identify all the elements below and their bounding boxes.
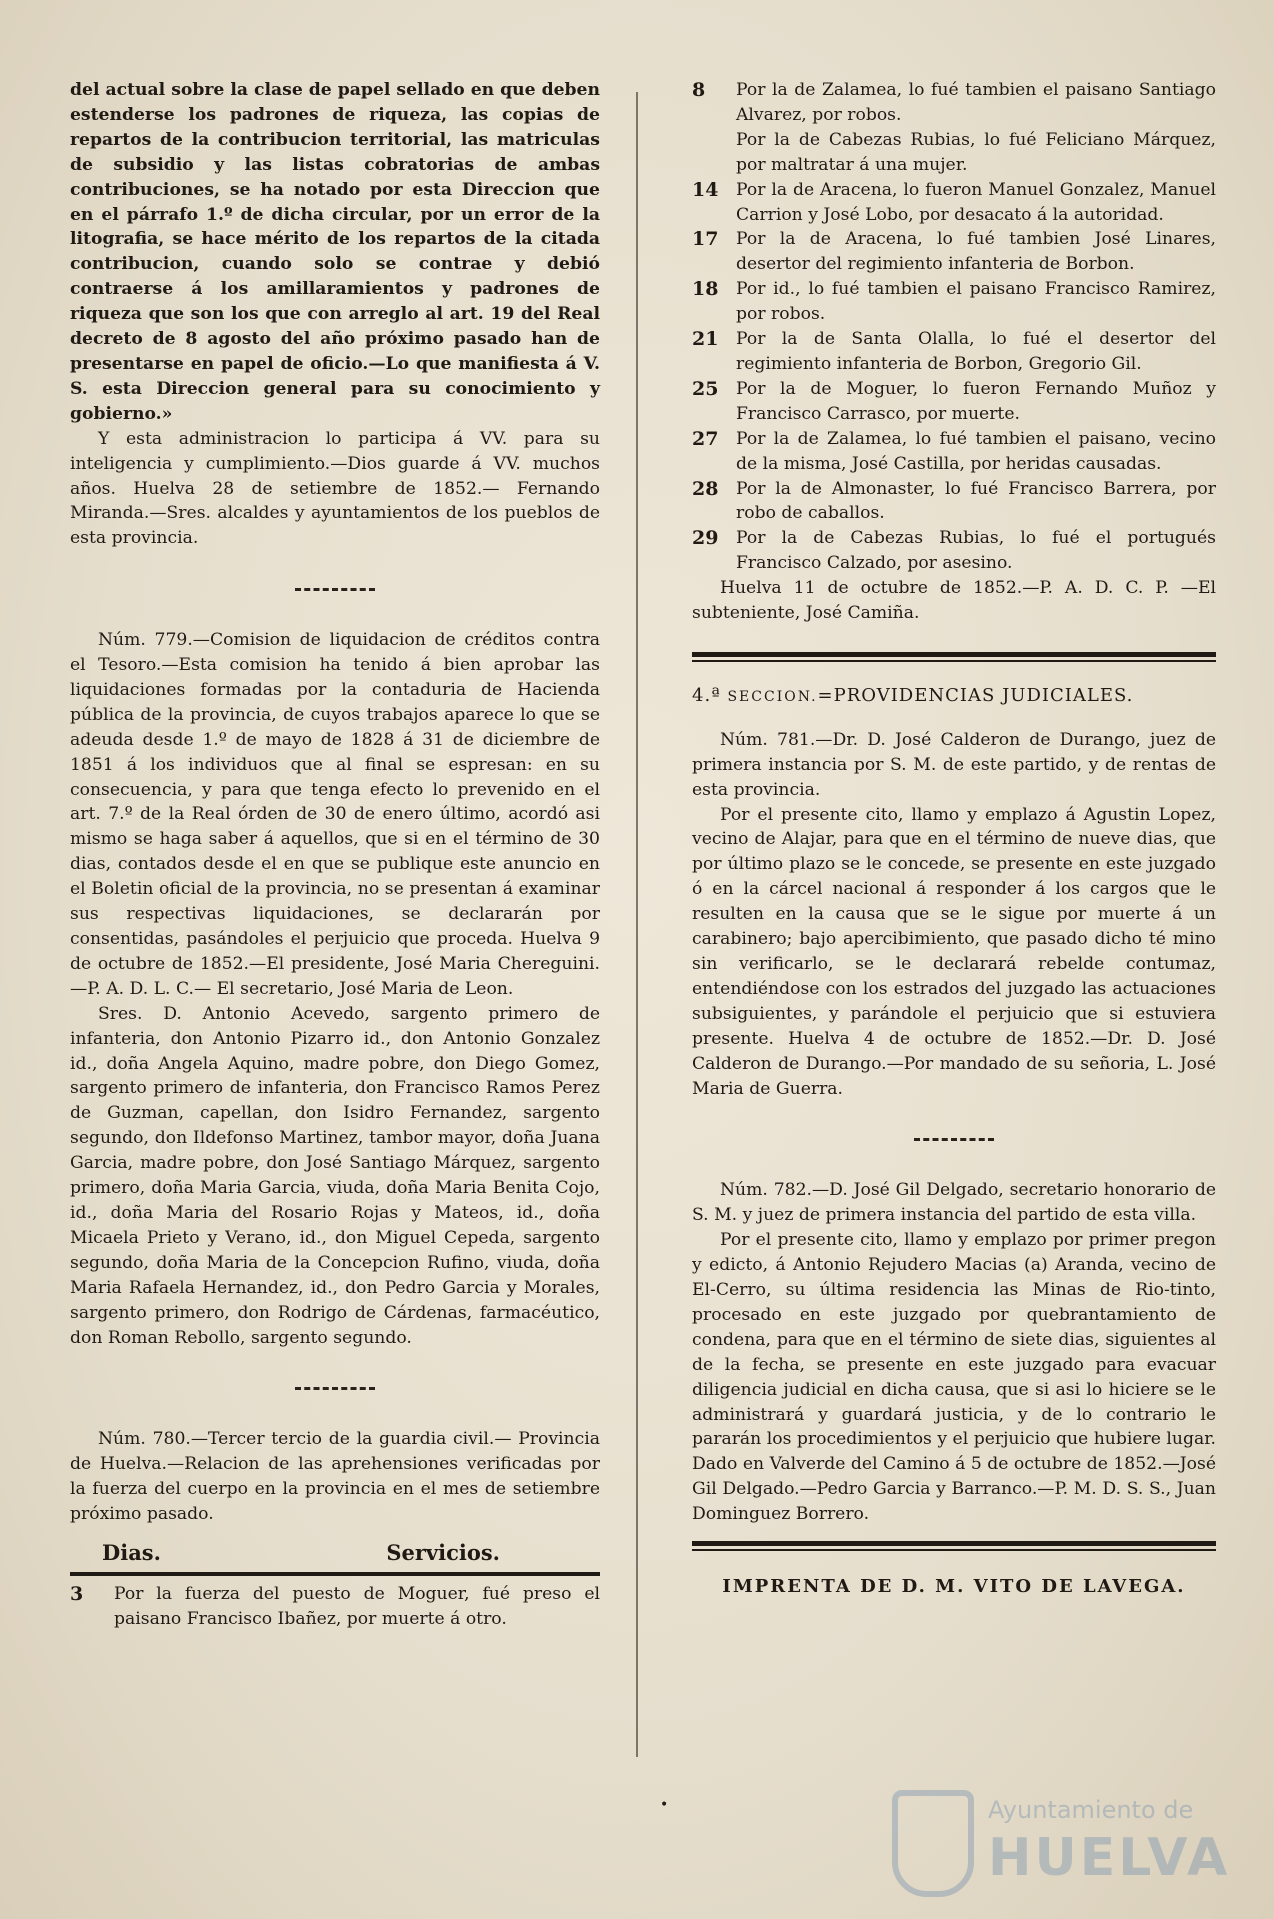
watermark-line1: Ayuntamiento de bbox=[988, 1796, 1194, 1824]
entry-day: 25 bbox=[692, 377, 719, 400]
service-entry bbox=[692, 227, 1216, 277]
service-entry bbox=[692, 78, 1216, 128]
notice-781-body: Por el presente cito, llamo y emplazo á Agustin Lopez, vecino de Alajar, para que en el término de nueve dias, que por último plazo se le concede, se presente en este juzgado ó en la cárcel nacional á responder á los cargos que le resulten en la causa que se le sigue por muerte á un carabinero; bajo apercibimiento, que pasado dicho té mino sin verificarlo, se le declarará rebelde contumaz, entendiéndose con los estrados del juzgado las actuaciones subsiguientes, y parándole el perjuicio que si estuviera presente. Huelva 4 de octubre de 1852.—Dr. D. José Calderon de Durango.—Por mandado de su señoria, L. José Maria de Guerra. bbox=[692, 804, 1216, 1099]
creditors-list: Sres. D. Antonio Acevedo, sargento primero de infanteria, don Antonio Pizarro id., don Antonio Gonzalez id., doña Angela Aquino, madre pobre, don Diego Gomez, sargento primero de infanteria, don Francisco Ramos Perez de Guzman, capellan, don Isidro Fernandez, sargento segundo, don Ildefonso Martinez, tambor mayor, doña Juana Garcia, madre pobre, don José Santiago Márquez, sargento primero, doña Maria Garcia, viuda, doña Maria Benita Cojo, id., doña Maria del Rosario Rojas y Mateos, id., doña Micaela Prieto y Verano, id., don Miguel Cepeda, sargento segundo, doña Maria de la Concepcion Rufino, viuda, doña Maria Rafaela Hernandez, id., don Pedro Garcia y Morales, sargento primero, don Rodrigo de Cárdenas, farmacéutico, don Roman Rebollo, sargento segundo. bbox=[70, 1003, 600, 1348]
service-entry bbox=[692, 277, 1216, 327]
service-entry bbox=[70, 1582, 600, 1632]
separator bbox=[692, 1127, 1216, 1152]
entry-text: Por la de Santa Olalla, lo fué el desertor del regimiento infanteria de Borbon, Gregorio Gil. bbox=[736, 329, 1216, 374]
entry-day: 27 bbox=[692, 427, 719, 450]
entry-day: 17 bbox=[692, 228, 719, 251]
entry-day: 3 bbox=[70, 1582, 84, 1605]
administration-notice: Y esta administracion lo participa á VV. para su inteligencia y cumplimiento.—Dios guarde á VV. muchos años. Huelva 28 de setiembre de 1852.— Fernando Miranda.—Sres. alcaldes y ayuntamientos de los pueblos de esta provincia. bbox=[70, 428, 600, 549]
service-entries bbox=[692, 78, 1216, 576]
footer-rule-thin bbox=[692, 1549, 1216, 1551]
entry-day: 28 bbox=[692, 477, 719, 500]
service-entry bbox=[692, 477, 1216, 527]
entry-text: Por la fuerza del puesto de Moguer, fué preso el paisano Francisco Ibañez, por muerte á otro. bbox=[114, 1583, 600, 1629]
printer-imprint: IMPRENTA DE D. M. VITO DE LAVEGA. bbox=[722, 1576, 1186, 1598]
right-column bbox=[692, 78, 1216, 1600]
circular-text: del actual sobre la clase de papel sellado en que deben estenderse los padrones de riqueza, las copias de repartos de la contribucion territorial, las matriculas de subsidio y las listas cobratorias de ambas contribuciones, se ha notado por esta Direccion que en el párrafo 1.º de dicha circular, por un error de la litografia, se hace mérito de los repartos de la citada contribucion, cuando solo se contrae y debió contraerse á los amillaramientos y padrones de riqueza que son los que con arreglo al art. 19 del Real decreto de 8 agosto del año próximo pasado han de presentarse en papel de oficio.—Lo que manifiesta á V. S. esta Direccion general para su conocimiento y gobierno.» bbox=[70, 80, 600, 424]
entry-text: Por la de Almonaster, lo fué Francisco Barrera, por robo de caballos. bbox=[736, 478, 1216, 524]
page-mark: • bbox=[660, 1797, 669, 1813]
notice-781-header: Núm. 781.—Dr. D. José Calderon de Durango, juez de primera instancia por S. M. de este partido, y de rentas de esta provincia. bbox=[692, 729, 1216, 800]
left-column bbox=[70, 78, 600, 1632]
service-entry bbox=[692, 526, 1216, 576]
notice-782-header: Núm. 782.—D. José Gil Delgado, secretario honorario de S. M. y juez de primera instancia del partido de esta villa. bbox=[692, 1180, 1216, 1226]
table-header bbox=[70, 1541, 600, 1566]
service-entry bbox=[692, 377, 1216, 427]
notice-779: Núm. 779.—Comision de liquidacion de créditos contra el Tesoro.—Esta comision ha tenido á bien aprobar las liquidaciones formadas por la contaduria de Hacienda pública de la provincia, de cuyos trabajos aparece lo que se adeuda desde 1.º de mayo de 1828 á 31 de diciembre de 1851 á los individuos que al final se espresan: en su consecuencia, y para que tenga efecto lo prevenido en el art. 7.º de la Real órden de 30 de enero último, acordó asi mismo se haga saber á aquellos, que si en el término de 30 dias, contados desde el en que se publique este anuncio en el Boletin oficial de la provincia, no se presentan á examinar sus respectivas liquidaciones, se declararán por consentidas, pasándoles el perjuicio que proceda. Huelva 9 de octubre de 1852.—El presidente, José Maria Chereguini.—P. A. D. L. C.— El secretario, José Maria de Leon. bbox=[70, 630, 600, 999]
shield-icon bbox=[892, 1790, 974, 1897]
service-entry bbox=[692, 327, 1216, 377]
notice-780-signature: Huelva 11 de octubre de 1852.—P. A. D. C. P. —El subteniente, José Camiña. bbox=[692, 578, 1216, 624]
column-header-servicios: Servicios. bbox=[386, 1539, 500, 1565]
header-rule bbox=[70, 1572, 600, 1576]
entry-text: Por id., lo fué tambien el paisano Francisco Ramirez, por robos. bbox=[736, 279, 1216, 325]
entry-text: Por la de Aracena, lo fué tambien José Linares, desertor del regimiento infanteria de Borbon. bbox=[736, 229, 1216, 275]
entry-text: Por la de Zalamea, lo fué tambien el paisano, vecino de la misma, José Castilla, por heridas causadas. bbox=[736, 428, 1216, 474]
column-divider bbox=[636, 92, 638, 1757]
separator bbox=[70, 577, 600, 602]
service-entry bbox=[692, 128, 1216, 178]
footer-rule bbox=[692, 1541, 1216, 1546]
entry-day: 14 bbox=[692, 178, 719, 201]
entry-text: Por la de Cabezas Rubias, lo fué Feliciano Márquez, por maltratar á una mujer. bbox=[736, 129, 1216, 175]
entry-text: Por la de Moguer, lo fueron Fernando Muñoz y Francisco Carrasco, por muerte. bbox=[736, 378, 1216, 424]
notice-782-body: Por el presente cito, llamo y emplazo por primer pregon y edicto, á Antonio Rejudero Macias (a) Aranda, vecino de El-Cerro, su última residencia las Minas de Rio-tinto, procesado en este juzgado por quebrantamiento de condena, para que en el término de siete dias, siguientes al de la fecha, se presente en este juzgado para evacuar diligencia judicial en dicha causa, que si asi lo hiciere se le administrará y guardará justicia, y de lo contrario le pararán los procedimientos y el perjuicio que hubiere lugar. Dado en Valverde del Camino á 5 de octubre de 1852.—José Gil Delgado.—Pedro Garcia y Barranco.—P. M. D. S. S., Juan Dominguez Borrero. bbox=[692, 1230, 1216, 1525]
service-entry bbox=[692, 178, 1216, 228]
section-title: =PROVIDENCIAS JUDICIALES. bbox=[817, 684, 1134, 706]
section-number: 4.ª bbox=[692, 684, 721, 706]
section-word: SECCION. bbox=[727, 688, 818, 705]
section-rule bbox=[692, 652, 1216, 657]
column-header-dias: Dias. bbox=[102, 1539, 161, 1565]
notice-780: Núm. 780.—Tercer tercio de la guardia civil.— Provincia de Huelva.—Relacion de las aprehensiones verificadas por la fuerza del cuerpo en la provincia en el mes de setiembre próximo pasado. bbox=[70, 1429, 600, 1525]
service-entry bbox=[692, 427, 1216, 477]
entry-day: 8 bbox=[692, 79, 706, 101]
section-rule-thin bbox=[692, 660, 1216, 662]
entry-text: Por la de Cabezas Rubias, lo fué el portugués Francisco Calzado, por asesino. bbox=[736, 528, 1216, 574]
entry-day: 21 bbox=[692, 328, 719, 351]
entry-day: 18 bbox=[692, 278, 719, 301]
separator bbox=[70, 1376, 600, 1401]
entry-text: Por la de Aracena, lo fueron Manuel Gonzalez, Manuel Carrion y José Lobo, por desacato á la autoridad. bbox=[736, 179, 1216, 225]
watermark-line2: HUELVA bbox=[988, 1828, 1231, 1888]
section-heading bbox=[692, 684, 1216, 710]
entry-day: 29 bbox=[692, 527, 719, 550]
watermark-logo bbox=[892, 1790, 1232, 1900]
entry-text: Por la de Zalamea, lo fué tambien el paisano Santiago Alvarez, por robos. bbox=[736, 80, 1216, 125]
